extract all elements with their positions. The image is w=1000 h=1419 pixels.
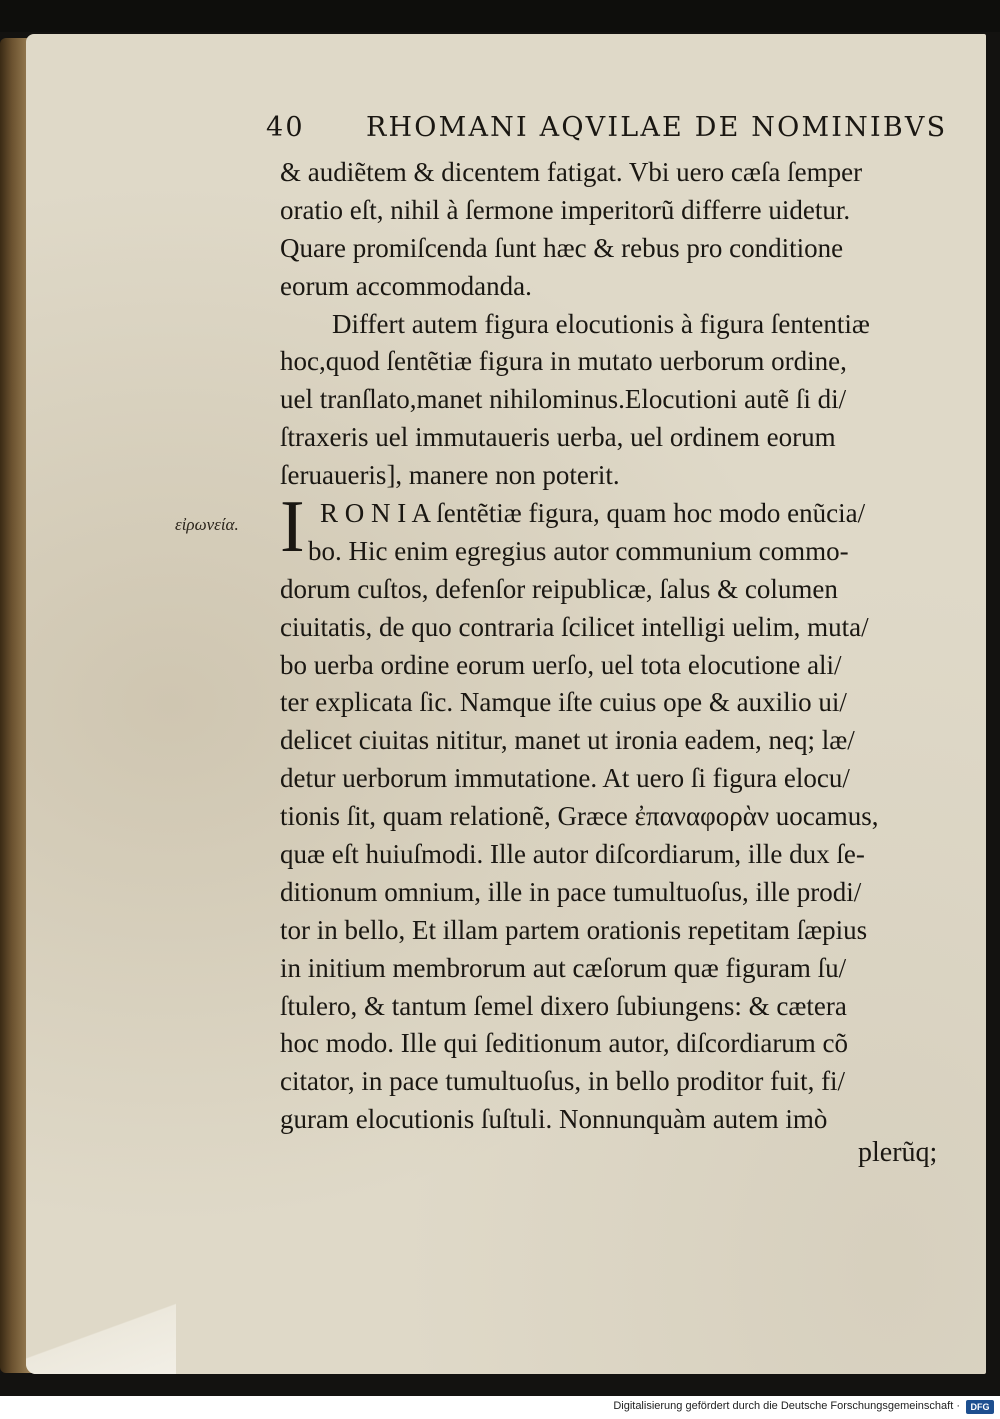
footer-bar <box>0 1396 1000 1419</box>
text-line: ſeruaueris], manere non poterit. <box>280 460 620 491</box>
running-head <box>266 112 956 152</box>
text-line: detur uerborum immutatione. At uero ſi figura elocu/ <box>280 763 850 794</box>
marginal-note: εἰρωνεία. <box>175 515 239 534</box>
page-corner-fold <box>26 1300 176 1374</box>
text-line: quæ eſt huiuſmodi. Ille autor diſcordiarum, ille dux ſe- <box>280 839 865 870</box>
text-line: ciuitatis, de quo contraria ſcilicet intelligi uelim, muta/ <box>280 611 869 642</box>
text-line: citator, in pace tumultuoſus, in bello proditor fuit, fi/ <box>280 1066 846 1097</box>
text-line: hoc modo. Ille qui ſeditionum autor, diſcordiarum cõ <box>280 1028 849 1059</box>
text-line: ditionum omnium, ille in pace tumultuoſus, ille prodi/ <box>280 876 862 907</box>
page-number: 40 <box>266 112 305 143</box>
text-line: ter explicata ſic. Namque iſte cuius ope & auxilio ui/ <box>280 687 847 718</box>
main-text <box>280 154 960 1139</box>
text-line: Quare promiſcenda ſunt hæc & rebus pro conditione <box>280 232 844 263</box>
catchword: plerũq; <box>858 1137 938 1168</box>
text-line: in initium membrorum aut cæſorum quæ figuram ſu/ <box>280 952 847 983</box>
text-line: ſtraxeris uel immutaueris uerba, uel ordinem eorum <box>280 422 836 453</box>
text-line: bo uerba ordine eorum uerſo, uel tota elocutione ali/ <box>280 649 842 680</box>
text-line: & audiẽtem & dicentem fatigat. Vbi uero cæſa ſemper <box>280 157 863 187</box>
text-line: R O N I A ſentẽtiæ figura, quam hoc modo enũcia/ <box>320 498 866 529</box>
running-title: RHOMANI AQVILAE DE NOMINIBVS <box>366 112 948 143</box>
text-line: uel tranſlato,manet nihilominus.Elocutioni autẽ ſi di/ <box>280 384 847 415</box>
text-line: tionis ſit, quam relationẽ, Græce ἐπαναφορὰν uocamus, <box>280 801 879 832</box>
text-line: bo. Hic enim egregius autor communium commo- <box>308 535 849 566</box>
text-line: delicet ciuitas nititur, manet ut ironia eadem, neq; læ/ <box>280 725 855 756</box>
text-line: oratio eſt, nihil à ſermone imperitorũ differre uidetur. <box>280 194 851 225</box>
funding-credit: Digitalisierung gefördert durch die Deutsche Forschungsgemeinschaft · <box>613 1400 960 1412</box>
text-line: eorum accommodanda. <box>280 270 532 301</box>
text-line: Differt autem figura elocutionis à figura ſententiæ <box>332 308 870 339</box>
text-line: tor in bello, Et illam partem orationis repetitam ſæpius <box>280 914 868 945</box>
text-line: ſtulero, & tantum ſemel dixero ſubiungens: & cætera <box>280 990 847 1021</box>
text-line: guram elocutionis ſuſtuli. Nonnunquàm autem imò <box>280 1104 828 1135</box>
drop-cap-initial: I <box>280 486 305 569</box>
text-line: hoc,quod ſentẽtiæ figura in mutato uerborum ordine, <box>280 346 847 377</box>
text-line: dorum cuſtos, defenſor reipublicæ, ſalus & columen <box>280 573 838 604</box>
dfg-logo: DFG <box>966 1400 994 1414</box>
